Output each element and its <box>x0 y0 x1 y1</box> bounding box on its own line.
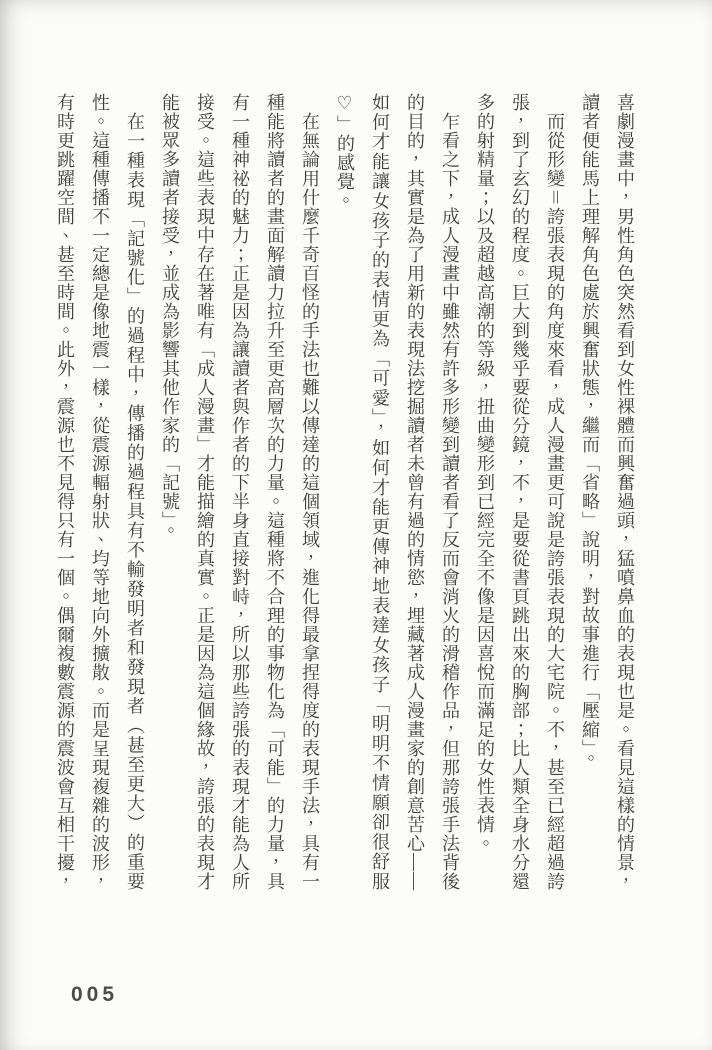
page-number: 005 <box>71 983 119 1006</box>
paragraph-2: 而從形變＝誇張表現的角度來看，成人漫畫更可說是誇張表現的大宅院。不，甚至已經超過誇張，到了玄幻的程度。巨大到幾乎要從分鏡，不，是要從書頁跳出來的胸部；比人類全身水分還多的射精量；以及超越高潮的等級，扭曲變形到已經完全不像是因喜悅而滿足的女性表情。 <box>475 93 565 891</box>
paragraph-5: 在一種表現「記號化」的過程中，傳播的過程具有不輸發明者和發現者（甚至更大）的重要性。這種傳播不一定總是像地震一樣，從震源輻射狀、均等地向外擴散。而是呈現複雜的波形，有時更跳躍空間、甚至時間。此外，震源也不見得只有一個。偶爾複數震源的震波會互相干擾， <box>55 93 145 891</box>
paragraph-3: 乍看之下，成人漫畫中雖然有許多形變到讀者看了反而會消火的滑稽作品，但那誇張手法背後的目的，其實是為了用新的表現法挖掘讀者未曾有過的情慾，埋藏著成人漫畫家的創意苦心——如何才能讓女孩子的表情更為「可愛」，如何才能更傳神地表達女孩子「明明不情願卻很舒服♡」的感覺。 <box>335 93 460 891</box>
paragraph-4: 在無論用什麼千奇百怪的手法也難以傳達的這個領域，進化得最拿捏得度的表現手法，具有一種能將讀者的畫面解讀力拉升至更高層次的力量。這種將不合理的事物化為「可能」的力量，具有一種神祕的魅力；正是因為讓讀者與作者的下半身直接對峙，所以那些誇張的表現才能為人所接受。這些表現中存在著唯有「成人漫畫」才能描繪的真實。正是因為這個緣故，誇張的表現才能被眾多讀者接受，並成為影響其他作家的「記號」。 <box>160 93 320 891</box>
paragraph-1: 喜劇漫畫中，男性角色突然看到女性裸體而興奮過頭，猛噴鼻血的表現也是。看見這樣的情景，讀者便能馬上理解角色處於興奮狀態，繼而「省略」說明，對故事進行「壓縮」。 <box>580 93 635 891</box>
vertical-text-block <box>47 93 642 891</box>
